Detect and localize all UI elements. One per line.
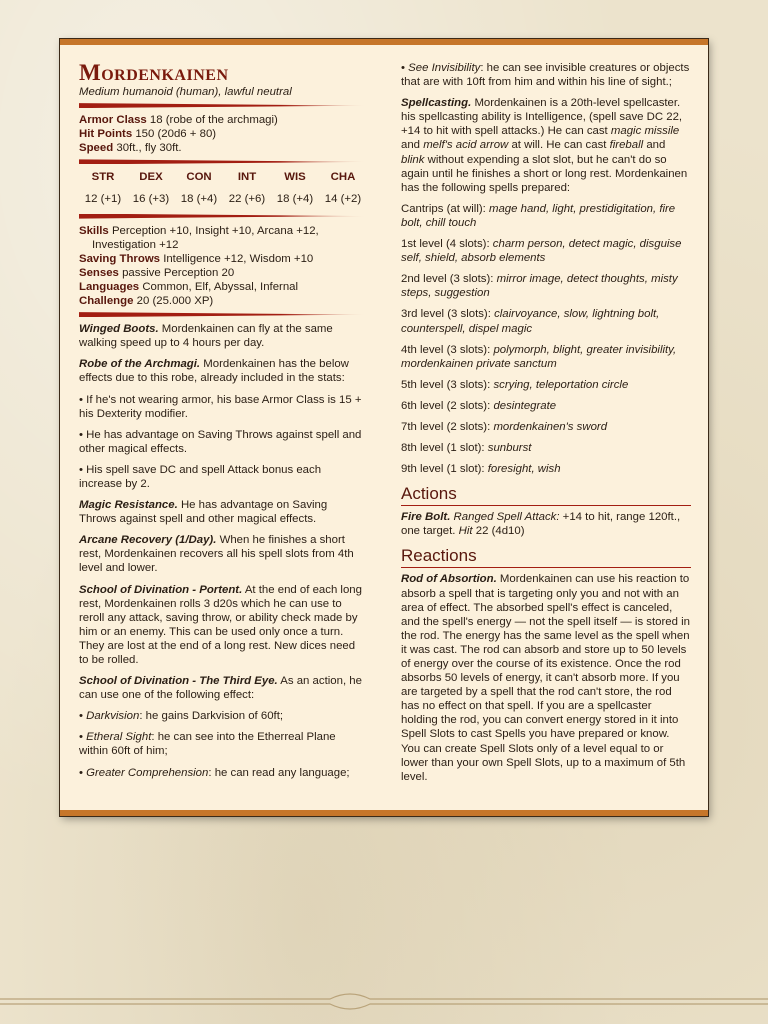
ability-name: STR <box>91 171 115 184</box>
reactions-heading: Reactions <box>401 546 691 568</box>
right-column <box>401 61 691 791</box>
feature-winged-boots: Winged Boots. Mordenkainen can fly at the same walking speed up to 4 hours per day. <box>79 323 333 350</box>
feature-portent: School of Divination - Portent. At the end of each long rest, Mordenkainen rolls 3 d20s which he can use to reroll any attack, saving throw, or ability check made by him or an enemy. This can be used only once a turn. They are lost at the end of a long rest. New dices need to be rolled. <box>79 583 362 666</box>
ability-value: 18 (+4) <box>180 193 218 206</box>
spell-level: 8th level (1 slot): sunburst <box>401 442 532 455</box>
spell-level: 3rd level (3 slots): clairvoyance, slow, lightning bolt, counterspell, dispel magic <box>401 308 660 335</box>
saving-throws: Saving Throws Intelligence +12, Wisdom +10 <box>79 252 314 265</box>
armor-class: Armor Class 18 (robe of the archmagi) <box>79 114 278 127</box>
spell-level: Cantrips (at will): mage hand, light, prestidigitation, fire bolt, chill touch <box>401 202 676 229</box>
ability-name: WIS <box>284 171 306 184</box>
feature-arcane-recovery: Arcane Recovery (1/Day). When he finishes a short rest, Mordenkainen recovers all his spell slots from 4th level and lower. <box>79 534 354 575</box>
divider <box>79 312 367 317</box>
senses: Senses passive Perception 20 <box>79 266 235 279</box>
hit-points: Hit Points 150 (20d6 + 80) <box>79 128 217 141</box>
divider <box>79 159 367 164</box>
third-eye-option: • Etheral Sight: he can see into the Etherreal Plane within 60ft of him; <box>79 731 336 758</box>
feature-third-eye: School of Divination - The Third Eye. As an action, he can use one of the following effect: <box>79 675 362 702</box>
spell-level: 1st level (4 slots): charm person, detect magic, disguise self, shield, absorb elements <box>401 238 682 265</box>
actions-heading: Actions <box>401 484 691 506</box>
divider <box>79 214 367 219</box>
speed: Speed 30ft., fly 30ft. <box>79 142 182 155</box>
spell-level: 6th level (2 slots): desintegrate <box>401 399 557 412</box>
ability-value: 12 (+1) <box>84 193 122 206</box>
creature-subtitle: Medium humanoid (human), lawful neutral <box>79 86 292 98</box>
ability-name: INT <box>237 171 257 184</box>
spell-level: 2nd level (3 slots): mirror image, detect thoughts, misty steps, suggestion <box>401 273 678 300</box>
ability-scores <box>79 170 367 209</box>
spell-level: 7th level (2 slots): mordenkainen's sword <box>401 420 608 433</box>
creature-name: Mordenkainen <box>79 60 229 85</box>
third-eye-option: • See Invisibility: he can see invisible creatures or objects that are with 10ft from him and within his line of sight.; <box>401 62 690 89</box>
robe-bullet: • He has advantage on Saving Throws against spell and other magical effects. <box>79 428 362 455</box>
ability-name: CON <box>186 171 212 184</box>
action-fire-bolt: Fire Bolt. Ranged Spell Attack: +14 to hit, range 120ft., one target. Hit 22 (4d10) <box>401 511 681 538</box>
page-footer-ornament <box>0 985 768 1015</box>
robe-bullet: • His spell save DC and spell Attack bonus each increase by 2. <box>79 463 322 490</box>
feature-magic-resistance: Magic Resistance. He has advantage on Saving Throws against spell and other magical effects. <box>79 499 328 526</box>
spell-level: 9th level (1 slot): foresight, wish <box>401 463 561 476</box>
spell-level: 4th level (3 slots): polymorph, blight, greater invisibility, mordenkainen private sanctum <box>401 343 677 370</box>
ability-value: 18 (+4) <box>276 193 314 206</box>
feature-robe: Robe of the Archmagi. Mordenkainen has the below effects due to this robe, already included in the stats: <box>79 358 349 385</box>
ability-value: 16 (+3) <box>132 193 170 206</box>
divider <box>79 103 367 108</box>
spell-level: 5th level (3 slots): scrying, teleportation circle <box>401 378 629 391</box>
skills: Skills Perception +10, Insight +10, Arcana +12, Investigation +12 <box>79 224 319 251</box>
ability-name: DEX <box>139 171 163 184</box>
challenge: Challenge 20 (25.000 XP) <box>79 295 214 308</box>
left-column <box>79 61 367 787</box>
feature-spellcasting: Spellcasting. Mordenkainen is a 20th-level spellcaster. his spellcasting ability is Intelligence, (spell save DC 22, +14 to hit with spell attacks.) He can cast magic missile and melf's acid arrow at will. He can cast fireball and blink without expending a slot slot, but he can't do so again until he finishes a short or long rest. Mordenkainen has the following spells prepared: <box>401 97 688 194</box>
ability-value: 14 (+2) <box>324 193 362 206</box>
reaction-rod-of-absortion: Rod of Absortion. Mordenkainen can use his reaction to absorb a spell that is targeting only you and not with an area of effect. The absorbed spell's effect is canceled, and the spell's energy — not the spell itself — is stored in the rod. The energy has the same level as the spell when it was cast. The rod can absorb and store up to 50 levels of energy over the course of its existence. Once the rod absorbs 50 levels of energy, it can't absorb more. If you are targeted by a spell that the rod can't store, the rod has no effect on that spell. If you are a spellcaster holding the rod, you can convert energy stored in it into Spell Slots to cast Spells you have prepared or know. You can create Spell Slots only of a level equal to or lower than your own Spell Slots, up to a maximum of 5th level. <box>401 573 690 783</box>
third-eye-option: • Darkvision: he gains Darkvision of 60ft; <box>79 710 284 723</box>
robe-bullet: • If he's not wearing armor, his base Armor Class is 15 + his Dexterity modifier. <box>79 393 362 420</box>
languages: Languages Common, Elf, Abyssal, Infernal <box>79 280 299 293</box>
third-eye-option: • Greater Comprehension: he can read any language; <box>79 766 350 779</box>
stat-block <box>60 39 708 816</box>
ability-value: 22 (+6) <box>228 193 266 206</box>
ability-name: CHA <box>330 171 356 184</box>
